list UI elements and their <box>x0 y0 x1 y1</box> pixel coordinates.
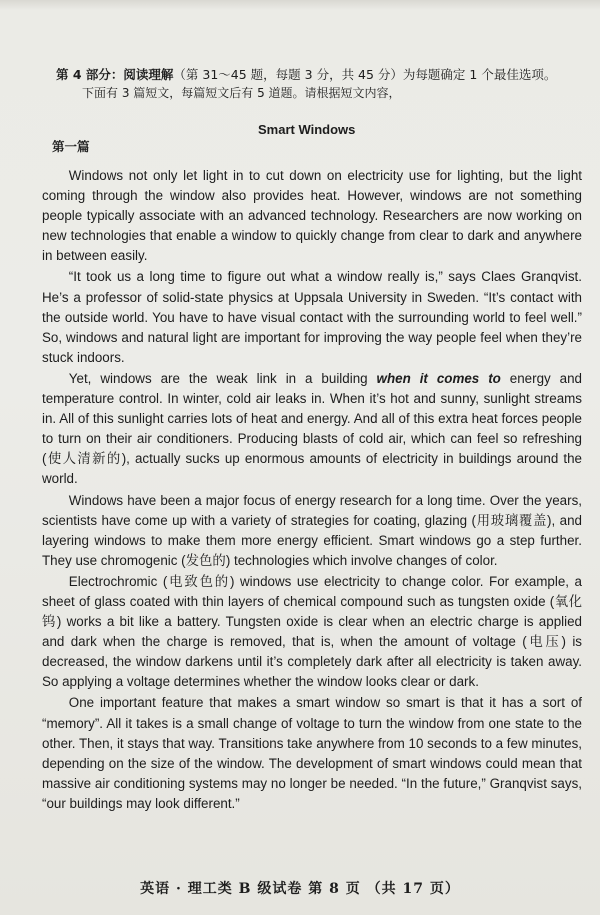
paragraph-1: Windows not only let light in to cut down on electricity use for lighting, but the light coming through the window also provides heat. However, windows are not something people typically associate with an advanced technology. Researchers are now working on new technologies that enable a window to quickly change from clear to dark and anywhere in between easily. <box>42 168 582 264</box>
part-instruction: 为每题确定 1 个最佳选项。 <box>402 67 557 82</box>
paragraph-3 <box>42 369 582 490</box>
emphasized-phrase: when it comes to <box>376 370 501 386</box>
part-title: 第 4 部分：阅读理解 <box>56 67 174 82</box>
passage-label: 第一篇 <box>52 139 90 154</box>
part-note: （第 31～45 题，每题 3 分，共 45 分） <box>173 67 403 82</box>
paragraph-5: Electrochromic (电致色的) windows use electricity to change color. For example, a sheet of glass coated with thin layers of chemical compound such as tungsten oxide (氧化钨) works a bit like a battery. Tungsten oxide is clear when an electric charge is applied and dark when the charge is removed, that is, when the amount of voltage (电压) is decreased, the window darkens until it’s completely dark after all electricity is taken away. So applying a voltage determines whether the window looks clear or dark. <box>42 573 582 690</box>
paragraph-3-end: energy and temperature control. In winter, cold air leaks in. When it’s hot and sunny, sunlight streams in. All of this sunlight carries lots of heat and energy. And all of this extra heat forces people to turn on their air conditioners. Producing blasts of cold air, which can feel so refreshing (使人清新的), actually sucks up enormous amounts of electricity in buildings around the world. <box>42 370 583 487</box>
part-header <box>56 66 586 102</box>
paragraph-6: One important feature that makes a smart window so smart is that it has a sort of “memory”. All it takes is a small change of voltage to turn the window from one state to the other. Then, it stays that way. Transitions take anywhere from 10 seconds to a few minutes, depending on the size of the window. The development of smart windows could mean that massive air conditioning systems may no longer be needed. “In the future,” Granqvist says, “our buildings may look different.” <box>42 695 582 811</box>
paragraph-3-start: Yet, windows are the weak link in a building <box>68 370 377 386</box>
passage-body <box>42 166 582 815</box>
sub-instruction: 下面有 3 篇短文，每篇短文后有 5 道题。请根据短文内容， <box>82 86 401 100</box>
paragraph-2: “It took us a long time to figure out what a window really is,” says Claes Granqvist. He’s a professor of solid-state physics at Uppsala University in Sweden. “It’s contact with the outside world. You have to have visual contact with the surrounding world to feel well.” So, windows and natural light are important for improving the way people feel when they’re stuck indoors. <box>42 269 582 365</box>
page-footer: 英语 · 理工类 B 级试卷 第 8 页 （共 17 页） <box>140 881 460 897</box>
page-top-edge <box>0 0 600 10</box>
paragraph-4: Windows have been a major focus of energy research for a long time. Over the years, scientists have come up with a variety of strategies for coating, glazing (用玻璃覆盖), and layering windows to make them more energy efficient. Smart windows go a step further. They use chromogenic (发色的) technologies which involve changes of color. <box>42 492 582 568</box>
passage-title: Smart Windows <box>258 122 356 137</box>
